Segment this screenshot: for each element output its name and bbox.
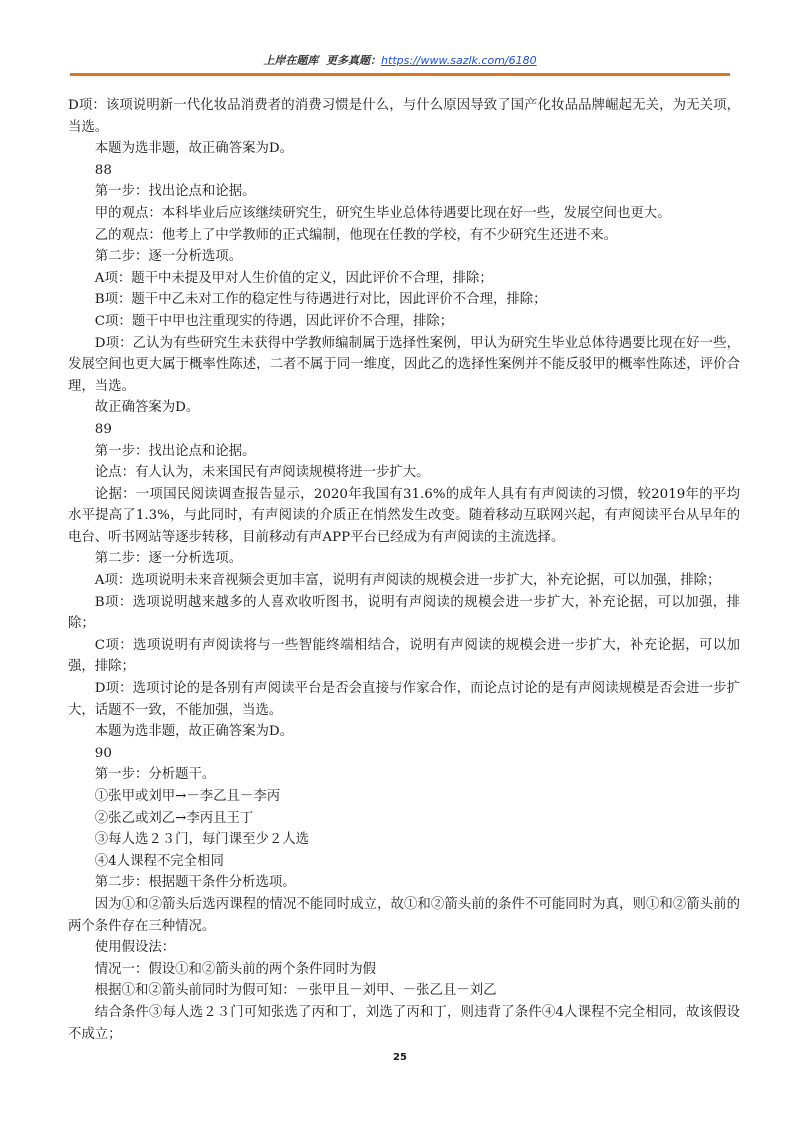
site-name: 上岸在题库 — [263, 54, 319, 67]
paragraph: D项：乙认为有些研究生未获得中学教师编制属于选择性案例，甲认为研究生毕业总体待遇要比现在好一些，发展空间也更大属于概率性陈述，二者不属于同一维度，因此乙的选择性案例并不能反驳甲的概率性陈述，评价合理，当选。 — [68, 335, 740, 394]
paragraph: B项：选项说明越来越多的人喜欢收听图书，说明有声阅读的规模会进一步扩大，补充论据，可以加强，排除； — [68, 594, 740, 632]
header-separator — [318, 54, 326, 67]
paragraph: ②张乙或刘乙→李丙且王丁 — [94, 810, 254, 826]
header-divider — [70, 73, 730, 76]
paragraph: 结合条件③每人选２３门可知张选了丙和丁，刘选了丙和丁，则违背了条件④4人课程不完全相同，故该假设不成立； — [68, 1004, 740, 1042]
paragraph: 第一步：找出论点和论据。 — [94, 443, 256, 459]
paragraph: ①张甲或刘甲→－李乙且－李丙 — [94, 789, 281, 804]
paragraph: A项：选项说明未来音视频会更加丰富，说明有声阅读的规模会进一步扩大，补充论据，可以加强，排除； — [94, 573, 721, 589]
paragraph: 第二步：逐一分析选项。 — [94, 249, 243, 265]
paragraph: 论点：有人认为，未来国民有声阅读规模将进一步扩大。 — [94, 465, 430, 481]
paragraph: 本题为选非题，故正确答案为D。 — [94, 724, 294, 740]
page-header — [70, 52, 730, 68]
paragraph: 使用假设法： — [94, 940, 176, 956]
paragraph: 89 — [94, 421, 112, 437]
paragraph: D项：选项讨论的是各别有声阅读平台是否会直接与作家合作，而论点讨论的是有声阅读规模是否会进一步扩大，话题不一致，不能加强，当选。 — [68, 681, 740, 718]
paragraph: 第一步：分析题干。 — [94, 767, 216, 783]
paragraph: B项：题干中乙未对工作的稳定性与待遇进行对比，因此评价不合理，排除； — [94, 292, 547, 308]
paragraph: A项：题干中未提及甲对人生价值的定义，因此评价不合理，排除； — [94, 270, 493, 286]
paragraph: 第二步：逐一分析选项。 — [94, 551, 243, 567]
paragraph: 乙的观点：他考上了中学教师的正式编制，他现在任教的学校，有不少研究生还进不来。 — [94, 227, 618, 243]
paragraph: 第一步：找出论点和论据。 — [94, 184, 256, 200]
page-number: 25 — [393, 1052, 407, 1063]
paragraph: 本题为选非题，故正确答案为D。 — [94, 141, 294, 157]
paragraph: 情况一：假设①和②箭头前的两个条件同时为假 — [94, 961, 376, 977]
paragraph: 第二步：根据题干条件分析选项。 — [94, 875, 296, 891]
paragraph: 故正确答案为D。 — [94, 400, 200, 416]
paragraph: ③每人选２３门，每门课至少２人选 — [94, 832, 310, 848]
paragraph: 论据：一项国民阅读调查报告显示，2020年我国有31.6%的成年人具有有声阅读的习惯，较2019年的平均水平提高了1.3%，与此同时，有声阅读的介质正在悄然发生改变。随着移动互联网兴起，有声阅读平台从早年的电台、听书网站等逐步转移，目前移动有声APP平台已经成为有声阅读的主流选择。 — [68, 486, 740, 545]
paragraph: 因为①和②箭头后选丙课程的情况不能同时成立，故①和②箭头前的条件不可能同时为真，则①和②箭头前的两个条件存在三种情况。 — [68, 896, 740, 934]
paragraph: C项：题干中甲也注重现实的待遇，因此评价不合理，排除； — [94, 313, 454, 329]
paragraph: 根据①和②箭头前同时为假可知：－张甲且－刘甲、－张乙且－刘乙 — [94, 983, 497, 999]
paragraph: 90 — [94, 745, 112, 761]
paragraph: 甲的观点：本科毕业后应该继续研究生，研究生毕业总体待遇要比现在好一些，发展空间也更大。 — [94, 205, 671, 221]
document-body — [68, 95, 740, 1045]
site-url-link[interactable]: https://www.sazlk.com/6180 — [381, 54, 537, 67]
paragraph: D项：该项说明新一代化妆品消费者的消费习惯是什么，与什么原因导致了国产化妆品品牌崛起无关，为无关项，当选。 — [68, 98, 740, 135]
paragraph: 88 — [94, 162, 112, 178]
paragraph: C项：选项说明有声阅读将与一些智能终端相结合，说明有声阅读的规模会进一步扩大，补充论据，可以加强，排除； — [68, 637, 740, 675]
paragraph: ④4人课程不完全相同 — [94, 853, 224, 869]
more-questions-label: 更多真题： — [326, 54, 382, 67]
